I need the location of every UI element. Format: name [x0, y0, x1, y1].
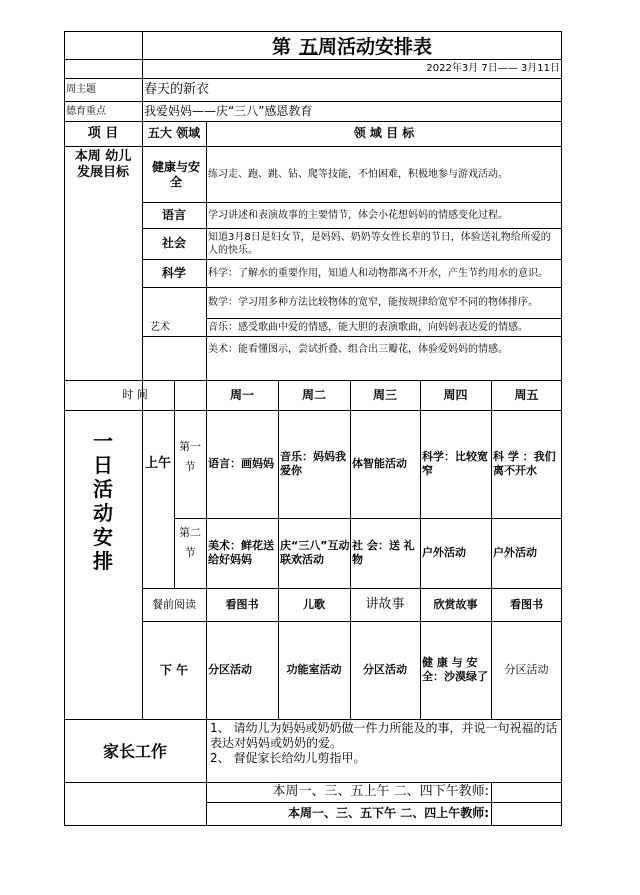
- theme-label: 周主题: [66, 84, 96, 95]
- session-2-thu: 户外活动: [422, 546, 466, 559]
- title-prefix: 第: [271, 35, 291, 58]
- activity-schedule-sheet: [64, 31, 562, 825]
- border-left: [64, 31, 65, 825]
- reading-mon: 看图书: [225, 597, 259, 611]
- date-range: [142, 59, 560, 78]
- goal-domain: 艺术: [150, 321, 170, 333]
- focus-label: 德育重点: [66, 105, 106, 117]
- goal-text: 音乐：感受歌曲中爱的情感，能大胆的表演歌曲，向妈妈表达爱的情感。: [208, 321, 528, 333]
- session-1-mon: 语言：画妈妈: [208, 457, 274, 470]
- afternoon-mon: 分区活动: [208, 663, 252, 676]
- session-1-tue: 音乐：妈妈我爱你: [280, 450, 346, 477]
- afternoon-tue: 功能室活动: [286, 663, 342, 676]
- goal-domain: 科学: [161, 265, 186, 280]
- goal-domain: 社会: [161, 236, 186, 250]
- reading-thu: 欣赏故事: [433, 597, 478, 611]
- parents-work-line-2: 2、 督促家长给幼儿剪指甲。: [210, 751, 366, 765]
- goals-header-domains: 五大 领域: [147, 126, 201, 140]
- parents-work-content: [208, 721, 560, 781]
- session-2-wed: 社 会：送 礼物: [352, 539, 415, 566]
- title-week-number: 五: [298, 35, 318, 58]
- day-header-mon: 周一: [229, 387, 254, 402]
- session-1-fri: 科 学 ：我们离不开水: [493, 450, 556, 477]
- afternoon-thu: 健 康 与 安全：沙漠绿了: [422, 656, 488, 683]
- reading-fri: 看图书: [510, 597, 543, 611]
- morning-label: 上午: [145, 456, 172, 471]
- teacher-row-1-label: 本周一、三、五上午 二、四下午教师:: [272, 784, 489, 799]
- afternoon-wed: 分区活动: [363, 663, 407, 676]
- teacher-row-2-value[interactable]: [491, 802, 562, 825]
- session-2-fri: 户外活动: [493, 546, 537, 559]
- session-2-label: 第二节: [179, 526, 201, 559]
- goal-text: 美术：能看懂图示，尝试折叠、组合出三瓣花，体验爱妈妈的情感。: [208, 343, 508, 355]
- goal-text: 学习讲述和表演故事的主要情节，体会小花想妈妈的情感变化过程。: [208, 209, 508, 221]
- schedule-header-time: 时 间: [122, 388, 148, 401]
- reading-wed: 讲故事: [365, 596, 405, 612]
- session-1-thu: 科学：比较宽窄: [422, 450, 488, 477]
- page-title: [142, 31, 562, 59]
- afternoon-fri: 分区活动: [504, 663, 549, 676]
- goals-section-label: 本周 幼儿 发展目标: [74, 149, 132, 180]
- reading-label: 餐前阅读: [152, 597, 196, 611]
- goal-text: 练习走、跑、跳、钻、爬等技能，不怕困难，积极地参与游戏活动。: [208, 169, 508, 180]
- goals-header-targets: 领 域 目 标: [353, 126, 415, 140]
- theme-value: 春天的新衣: [144, 81, 210, 97]
- day-header-tue: 周二: [301, 387, 326, 402]
- teacher-row-2-label: 本周一、三、五下午 二、四上午教师:: [288, 806, 489, 820]
- day-header-fri: 周五: [514, 387, 539, 402]
- goal-text: 数学：学习用多种方法比较物体的宽窄，能按规律给宽窄不同的物体排序。: [208, 297, 538, 308]
- border-bottom: [64, 825, 562, 826]
- parents-work-label: 家长工作: [102, 742, 167, 761]
- teacher-row-1-value[interactable]: [491, 782, 562, 802]
- grid-line: [174, 380, 175, 588]
- session-2-mon: 美术：鲜花送给好妈妈: [208, 539, 274, 566]
- reading-tue: 儿歌: [303, 597, 325, 611]
- day-activities-label: 一日活动安排: [93, 429, 113, 573]
- date-range-text: 2022年3月 7日—— 3月11日: [426, 63, 560, 74]
- day-header-thu: 周四: [443, 387, 468, 402]
- goals-header-item: 项 目: [87, 125, 119, 141]
- title-suffix: 周活动安排表: [318, 35, 433, 58]
- afternoon-label: 下 午: [159, 662, 189, 677]
- goal-text: 科学：了解水的重要作用，知道人和动物都离不开水，产生节约用水的意识。: [208, 267, 548, 279]
- parents-work-line-1: 1、 请幼儿为妈妈或奶奶做一件力所能及的事，并说一句祝福的话表达对妈妈或奶奶的爱。: [210, 721, 558, 750]
- day-header-wed: 周三: [372, 387, 397, 402]
- session-2-tue: 庆“三八”互动联欢活动: [280, 539, 350, 566]
- session-1-label: 第一节: [179, 440, 201, 473]
- focus-value: 我爱妈妈——庆“三八”感恩教育: [144, 103, 313, 118]
- goal-domain: 语言: [161, 207, 186, 222]
- goal-text: 知道3月8日是妇女节，是妈妈、奶奶等女性长辈的节日，体验送礼物给所爱的人的快乐。: [208, 231, 551, 256]
- session-1-wed: 体智能活动: [352, 457, 407, 470]
- goal-domain: 健康与安全: [152, 159, 201, 189]
